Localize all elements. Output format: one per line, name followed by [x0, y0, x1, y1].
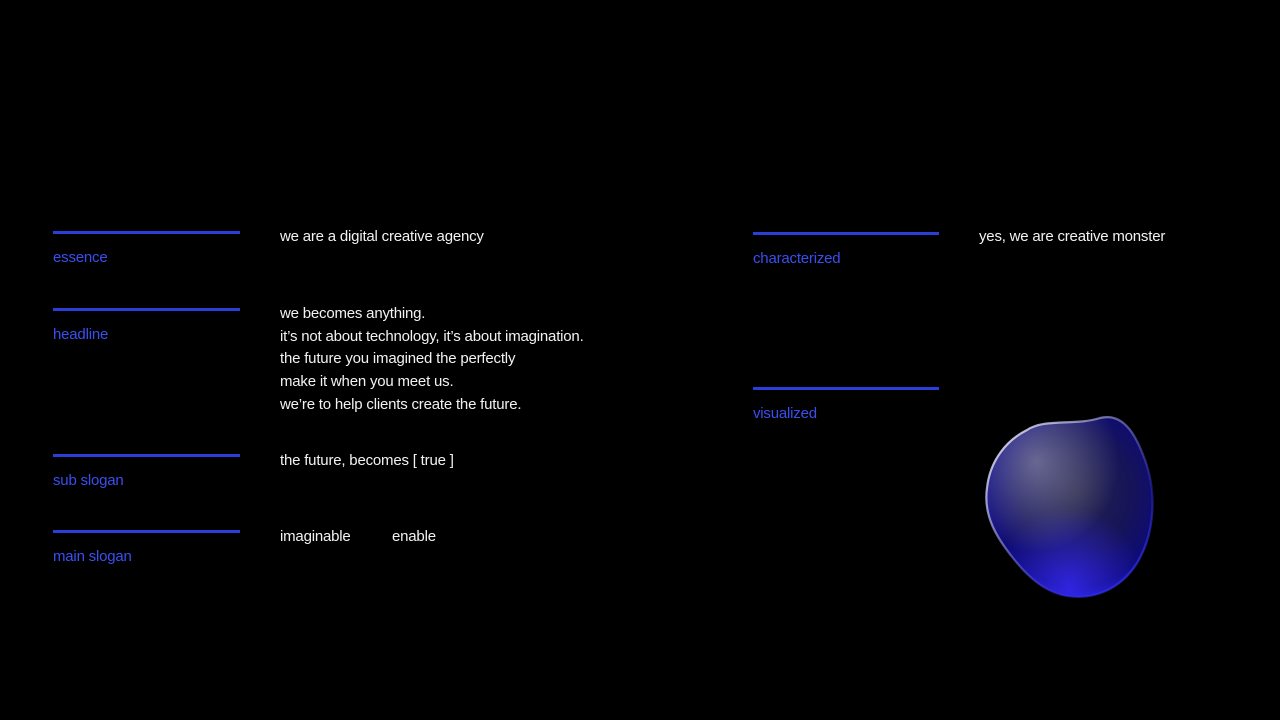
essence-value: we are a digital creative agency	[280, 228, 484, 245]
sub-slogan-label: sub slogan	[53, 472, 124, 489]
characterized-value: yes, we are creative monster	[979, 228, 1166, 245]
headline-label: headline	[53, 326, 109, 343]
headline-line: we becomes anything.	[280, 305, 426, 322]
visualized-label: visualized	[753, 405, 817, 422]
characterized-label: characterized	[753, 250, 841, 267]
essence-label: essence	[53, 249, 108, 266]
main-slogan-label: main slogan	[53, 548, 132, 565]
sub-slogan-divider	[53, 454, 240, 457]
headline-line: the future you imagined the perfectly	[280, 350, 516, 368]
characterized-divider	[753, 232, 939, 235]
main-slogan-word-imaginable: imaginable	[280, 528, 351, 545]
headline-line: it’s not about technology, it’s about imagination.	[280, 327, 584, 345]
essence-divider	[53, 231, 240, 234]
main-slogan-word-enable: enable	[392, 528, 436, 545]
visualized-divider	[753, 387, 939, 390]
main-slogan-divider	[53, 530, 240, 533]
headline-divider	[53, 308, 240, 311]
headline-line: make it when you meet us.	[280, 373, 454, 391]
sub-slogan-value: the future, becomes [ true ]	[280, 452, 454, 469]
headline-line: we’re to help clients create the future.	[280, 395, 522, 413]
blue-blob-icon	[975, 408, 1165, 608]
headline-text	[280, 305, 584, 418]
